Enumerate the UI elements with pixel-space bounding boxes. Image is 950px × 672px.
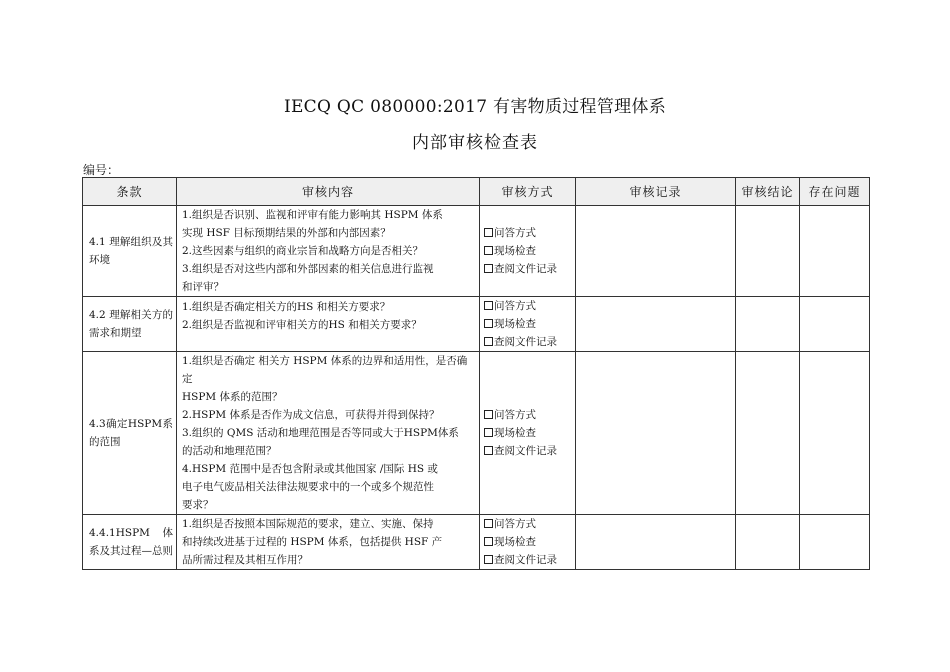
content-line: 1.组织是否识别、监视和评审有能力影响其 HSPM 体系 [182, 209, 443, 221]
method-label: 现场检查 [494, 318, 536, 330]
content-line: 2.这些因素与组织的商业宗旨和战略方向是否相关？ [182, 245, 424, 257]
content-line: 和评审？ [182, 281, 224, 293]
header-method: 审核方式 [480, 178, 576, 206]
method-option[interactable] [484, 333, 571, 351]
method-label: 现场检查 [494, 536, 536, 548]
content-line: 1.组织是否按照本国际规范的要求，建立、实施、保持 [182, 518, 434, 530]
header-clause: 条款 [83, 178, 177, 206]
method-option[interactable] [484, 515, 571, 533]
clause-cell: 4.2 理解相关方的需求和期望 [83, 297, 177, 352]
content-cell [177, 515, 480, 570]
checkbox-icon[interactable] [484, 519, 493, 528]
content-line: 的活动和地理范围？ [182, 445, 277, 457]
content-line: HSPM 体系的范围？ [182, 391, 283, 403]
content-line: 要求？ [182, 499, 214, 511]
content-line: 4.HSPM 范围中是否包含附录或其他国家 /国际 HS 或 [182, 463, 438, 475]
method-label: 现场检查 [494, 427, 536, 439]
checkbox-icon[interactable] [484, 337, 493, 346]
clause-cell: 4.4.1HSPM 体系及其过程—总则 [83, 515, 177, 570]
method-cell [480, 352, 576, 515]
table-header-row [83, 178, 870, 206]
checkbox-icon[interactable] [484, 319, 493, 328]
issues-cell[interactable] [800, 206, 870, 297]
checkbox-icon[interactable] [484, 301, 493, 310]
checkbox-icon[interactable] [484, 264, 493, 273]
header-record: 审核记录 [576, 178, 736, 206]
issues-cell[interactable] [800, 297, 870, 352]
table-row [83, 297, 870, 352]
record-cell[interactable] [576, 206, 736, 297]
conclusion-cell[interactable] [736, 515, 800, 570]
content-line: 1.组织是否确定 相关方 HSPM 体系的边界和适用性，是否确定 [182, 355, 468, 385]
method-option[interactable] [484, 424, 571, 442]
conclusion-cell[interactable] [736, 297, 800, 352]
table-row [83, 515, 870, 570]
table-row [83, 206, 870, 297]
conclusion-cell[interactable] [736, 206, 800, 297]
audit-checklist-table [82, 177, 870, 570]
checkbox-icon[interactable] [484, 555, 493, 564]
checkbox-icon[interactable] [484, 246, 493, 255]
content-line: 1.组织是否确定相关方的HS 和相关方要求？ [182, 301, 391, 313]
method-label: 问答方式 [494, 518, 536, 530]
method-label: 问答方式 [494, 227, 536, 239]
doc-number-label: 编号： [83, 163, 120, 177]
method-option[interactable] [484, 315, 571, 333]
content-line: 2.HSPM 体系是否作为成文信息，可获得并得到保持？ [182, 409, 440, 421]
header-content: 审核内容 [177, 178, 480, 206]
method-label: 查阅文件记录 [494, 554, 557, 566]
checkbox-icon[interactable] [484, 446, 493, 455]
method-option[interactable] [484, 406, 571, 424]
clause-cell: 4.3确定HSPM系的范围 [83, 352, 177, 515]
record-cell[interactable] [576, 297, 736, 352]
method-label: 问答方式 [494, 300, 536, 312]
issues-cell[interactable] [800, 515, 870, 570]
method-cell [480, 515, 576, 570]
record-cell[interactable] [576, 515, 736, 570]
method-option[interactable] [484, 260, 571, 278]
content-line: 品所需过程及其相互作用？ [182, 554, 308, 566]
document-subtitle: 内部审核检查表 [412, 133, 538, 153]
content-line: 实现 HSF 目标预期结果的外部和内部因素？ [182, 227, 391, 239]
issues-cell[interactable] [800, 352, 870, 515]
method-option[interactable] [484, 442, 571, 460]
document-title: IECQ QC 080000:2017 有害物质过程管理体系 [283, 97, 667, 117]
record-cell[interactable] [576, 352, 736, 515]
method-option[interactable] [484, 224, 571, 242]
content-line: 3.组织是否对这些内部和外部因素的相关信息进行监视 [182, 263, 434, 275]
checkbox-icon[interactable] [484, 428, 493, 437]
method-label: 现场检查 [494, 245, 536, 257]
table-row [83, 352, 870, 515]
content-line: 电子电气废品相关法律法规要求中的一个或多个规范性 [182, 481, 434, 493]
method-label: 查阅文件记录 [494, 263, 557, 275]
method-label: 查阅文件记录 [494, 336, 557, 348]
content-line: 和持续改进基于过程的 HSPM 体系，包括提供 HSF 产 [182, 536, 443, 548]
content-line: 3.组织的 QMS 活动和地理范围是否等同或大于HSPM体系 [182, 427, 459, 439]
method-option[interactable] [484, 551, 571, 569]
conclusion-cell[interactable] [736, 352, 800, 515]
content-cell [177, 352, 480, 515]
method-option[interactable] [484, 533, 571, 551]
content-cell [177, 297, 480, 352]
clause-cell: 4.1 理解组织及其环境 [83, 206, 177, 297]
checkbox-icon[interactable] [484, 410, 493, 419]
checkbox-icon[interactable] [484, 537, 493, 546]
header-conclusion: 审核结论 [736, 178, 800, 206]
content-cell [177, 206, 480, 297]
checkbox-icon[interactable] [484, 228, 493, 237]
method-label: 问答方式 [494, 409, 536, 421]
method-cell [480, 206, 576, 297]
method-option[interactable] [484, 242, 571, 260]
header-issues: 存在问题 [800, 178, 870, 206]
method-label: 查阅文件记录 [494, 445, 557, 457]
method-cell [480, 297, 576, 352]
method-option[interactable] [484, 297, 571, 315]
content-line: 2.组织是否监视和评审相关方的HS 和相关方要求？ [182, 319, 422, 331]
